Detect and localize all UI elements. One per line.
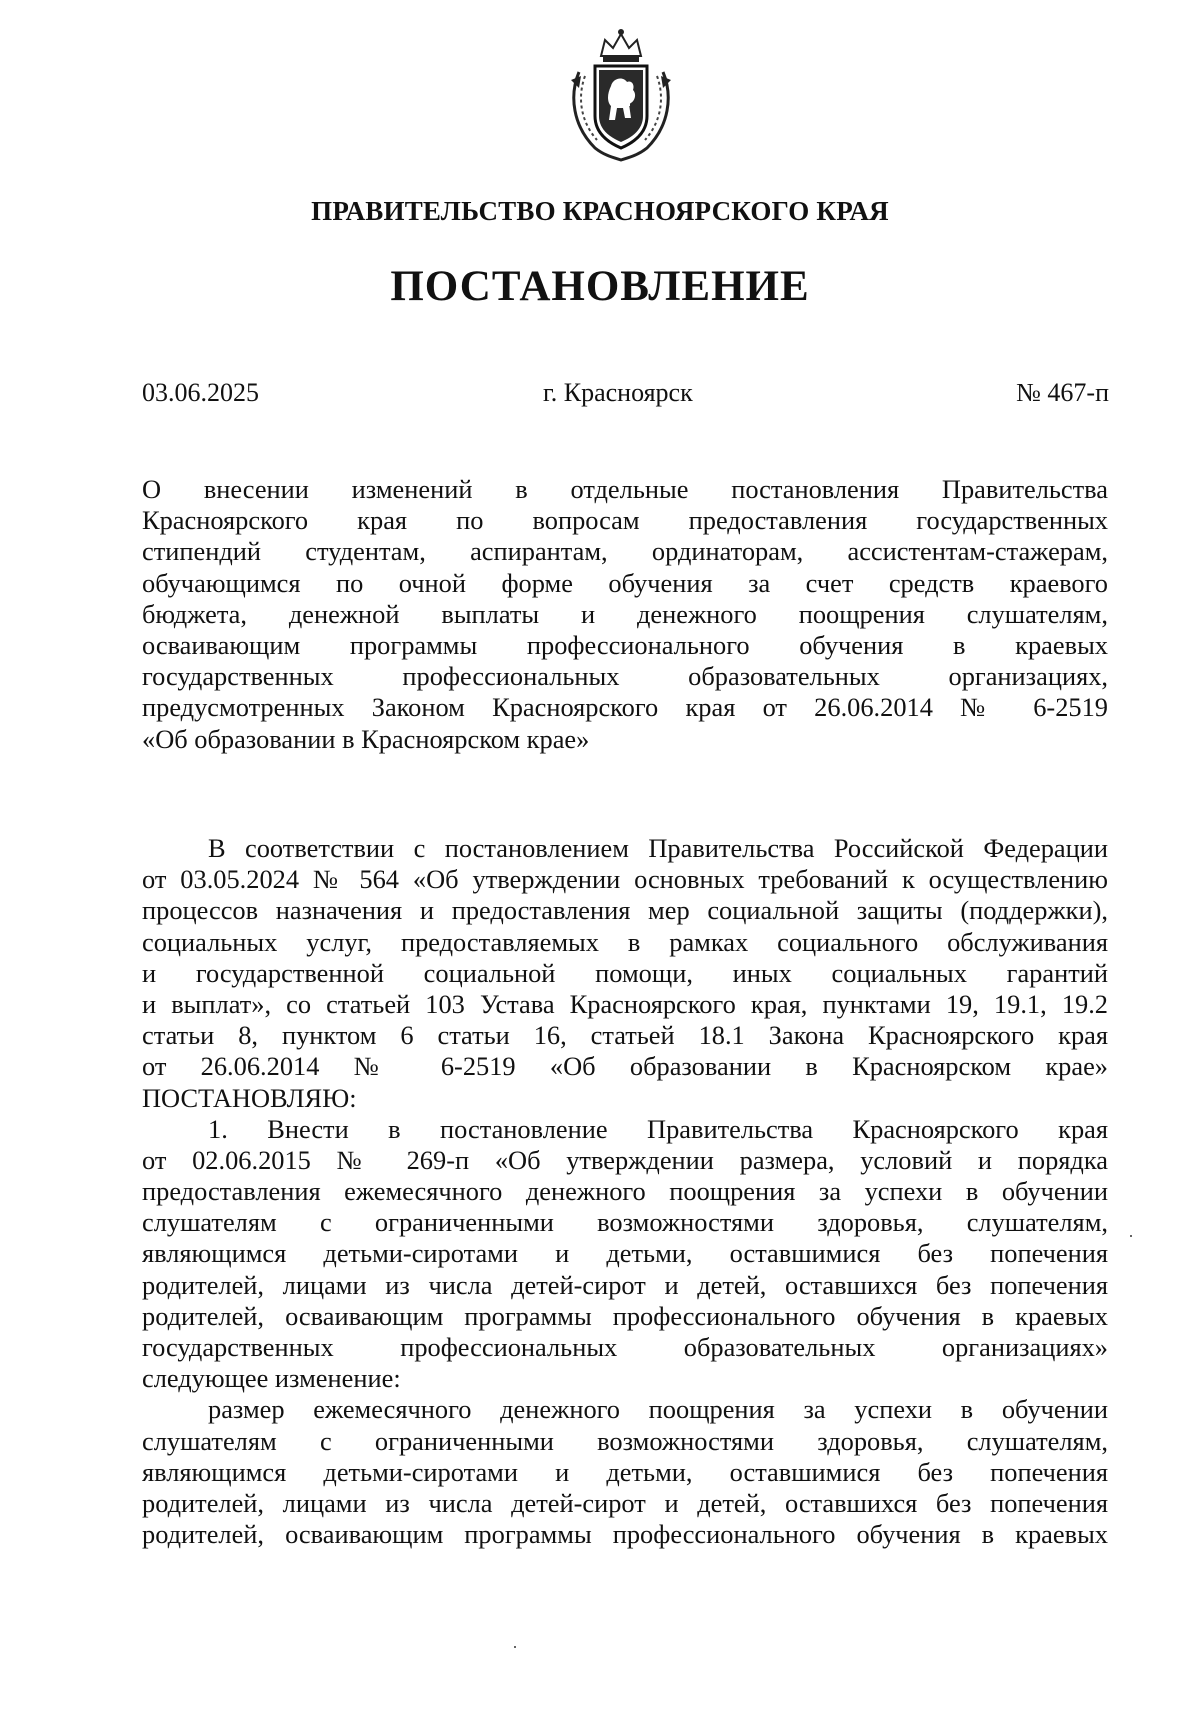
body-line: В соответствии с постановлением Правительства Российской Федерации bbox=[208, 833, 1108, 863]
scan-speck bbox=[1130, 1235, 1132, 1237]
subject-line: бюджета, денежной выплаты и денежного поощрения слушателям, bbox=[142, 598, 1108, 629]
body-line: являющимся детьми-сиротами и детьми, оставшимися без попечения bbox=[142, 1456, 1108, 1487]
body-line: слушателям с ограниченными возможностями здоровья, слушателям, bbox=[142, 1207, 1108, 1238]
body-line: и государственной социальной помощи, иных социальных гарантий bbox=[142, 957, 1108, 988]
body-line: и выплат», со статьей 103 Устава Красноярского края, пунктами 19, 19.1, 19.2 bbox=[142, 988, 1108, 1019]
document-number: № 467-п bbox=[1016, 378, 1109, 407]
body-line: процессов назначения и предоставления мер социальной защиты (поддержки), bbox=[142, 895, 1108, 926]
body-line: родителей, осваивающим программы профессионального обучения в краевых bbox=[142, 1519, 1108, 1550]
body-line: являющимся детьми-сиротами и детьми, оставшимися без попечения bbox=[142, 1238, 1108, 1269]
subject-line: «Об образовании в Красноярском крае» bbox=[142, 723, 590, 754]
document-city: г. Красноярск bbox=[543, 378, 693, 407]
body-line: от 26.06.2014 № 6-2519 «Об образовании в Красноярском крае» bbox=[142, 1051, 1108, 1082]
subject-line: О внесении изменений в отдельные постановления Правительства bbox=[142, 474, 1108, 504]
subject-line: стипендий студентам, аспирантам, ординаторам, ассистентам-стажерам, bbox=[142, 536, 1108, 567]
body-line: ПОСТАНОВЛЯЮ: bbox=[142, 1082, 357, 1113]
body-line: от 02.06.2015 № 269-п «Об утверждении размера, условий и порядка bbox=[142, 1144, 1108, 1175]
body-line: слушателям с ограниченными возможностями здоровья, слушателям, bbox=[142, 1425, 1108, 1456]
document-subject bbox=[142, 474, 1108, 755]
document-type-title: ПОСТАНОВЛЕНИЕ bbox=[390, 263, 810, 310]
body-line: родителей, лицами из числа детей-сирот и детей, оставшихся без попечения bbox=[142, 1269, 1108, 1300]
subject-line: Красноярского края по вопросам предоставления государственных bbox=[142, 505, 1108, 536]
body-line: от 03.05.2024 № 564 «Об утверждении основных требований к осуществлению bbox=[142, 864, 1108, 895]
subject-line: осваивающим программы профессионального обучения в краевых bbox=[142, 629, 1108, 660]
body-line: государственных профессиональных образовательных организациях» bbox=[142, 1332, 1108, 1362]
subject-line: предусмотренных Законом Красноярского края от 26.06.2014 № 6-2519 bbox=[142, 692, 1108, 723]
body-line: 1. Внести в постановление Правительства Красноярского края bbox=[208, 1113, 1108, 1144]
subject-line: государственных профессиональных образовательных организациях, bbox=[142, 661, 1108, 692]
body-line: статьи 8, пунктом 6 статьи 16, статьей 18.1 Закона Красноярского края bbox=[142, 1020, 1108, 1051]
subject-line: обучающимся по очной форме обучения за счет средств краевого bbox=[142, 567, 1108, 598]
body-line: родителей, осваивающим программы профессионального обучения в краевых bbox=[142, 1300, 1108, 1331]
body-line: следующее изменение: bbox=[142, 1363, 401, 1394]
scan-speck bbox=[514, 1646, 516, 1648]
body-line: предоставления ежемесячного денежного поощрения за успехи в обучении bbox=[142, 1176, 1108, 1207]
government-name: ПРАВИТЕЛЬСТВО КРАСНОЯРСКОГО КРАЯ bbox=[311, 196, 889, 226]
document-date: 03.06.2025 bbox=[142, 378, 259, 407]
body-line: социальных услуг, предоставляемых в рамках социального обслуживания bbox=[142, 926, 1108, 957]
document-body bbox=[142, 833, 1108, 1550]
body-line: размер ежемесячного денежного поощрения за успехи в обучении bbox=[208, 1394, 1108, 1425]
coat-of-arms-emblem bbox=[565, 26, 677, 162]
body-line: родителей, лицами из числа детей-сирот и детей, оставшихся без попечения bbox=[142, 1487, 1108, 1518]
